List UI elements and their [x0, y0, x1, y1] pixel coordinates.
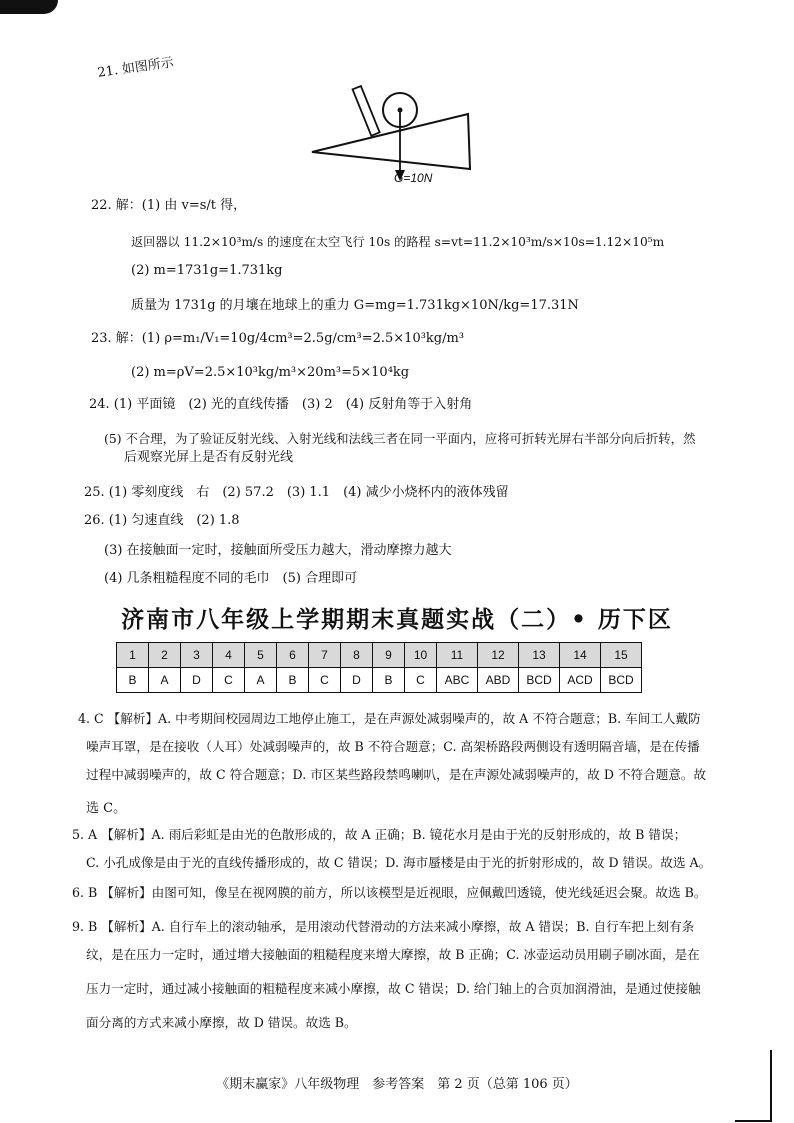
table-answer-cell: BCD [519, 668, 560, 693]
table-answer-cell: B [373, 668, 405, 693]
incline-wedge [312, 114, 470, 169]
q26-line-2: (3) 在接触面一定时，接触面所受压力越大，滑动摩擦力越大 [104, 543, 452, 558]
table-number-cell: 2 [149, 643, 181, 668]
q26-line-1: 26. (1) 匀速直线 (2) 1.8 [84, 513, 240, 528]
table-number-cell: 10 [405, 643, 437, 668]
table-number-cell: 14 [560, 643, 601, 668]
q24-line-1: 24. (1) 平面镜 (2) 光的直线传播 (3) 2 (4) 反射角等于入射角 [89, 397, 473, 412]
table-answer-cell: A [245, 668, 277, 693]
support-board [353, 86, 380, 136]
q9-line-1: 9. B 【解析】A. 自行车上的滚动轴承，是用滚动代替滑动的方法来减小摩擦，故 A 错误；B. 自行车把上刻有条 [72, 919, 695, 934]
q4-line-1: 4. C 【解析】A. 中考期间校园周边工地停止施工，是在声源处减弱噪声的，故 A 不符合题意；B. 车间工人戴防 [78, 711, 701, 726]
q25-line-1: 25. (1) 零刻度线 右 (2) 57.2 (3) 1.1 (4) 减少小烧杯内的液体残留 [84, 485, 509, 500]
q23-line-1: 23. 解：(1) ρ=m₁/V₁=10g/4cm³=2.5g/cm³=2.5×10³kg/m³ [91, 331, 465, 346]
q4-line-2: 噪声耳罩，是在接收（人耳）处减弱噪声的，故 B 不符合题意；C. 高架桥路段两侧设有透明隔音墙，是在传播 [86, 739, 700, 754]
table-answer-cell: B [277, 668, 309, 693]
section-title: 济南市八年级上学期期末真题实战（二）• 历下区 [121, 606, 673, 633]
q22-line-2: 返回器以 11.2×10³m/s 的速度在太空飞行 10s 的路程 s=vt=11.2×10³m/s×10s=1.12×10⁵m [131, 235, 665, 249]
q26-line-3: (4) 几条粗糙程度不同的毛巾 (5) 合理即可 [104, 571, 358, 586]
crop-mark-horizontal [735, 1120, 772, 1122]
table-number-cell: 1 [117, 643, 149, 668]
page-footer: 《期末赢家》八年级物理 参考答案 第 2 页（总第 106 页） [216, 1077, 578, 1092]
q5-line-1: 5. A 【解析】A. 雨后彩虹是由光的色散形成的，故 A 正确；B. 镜花水月是由于光的反射形成的，故 B 错误； [72, 827, 687, 842]
table-number-cell: 3 [181, 643, 213, 668]
table-number-cell: 8 [341, 643, 373, 668]
q9-line-4: 面分离的方式来减小摩擦，故 D 错误。故选 B。 [86, 1015, 357, 1030]
table-number-cell: 9 [373, 643, 405, 668]
q9-line-2: 纹，是在压力一定时，通过增大接触面的粗糙程度来增大摩擦，故 B 正确；C. 冰壶运动员用刷子刷冰面，是在 [86, 947, 700, 962]
q5-line-2: C. 小孔成像是由于光的直线传播形成的，故 C 错误；D. 海市蜃楼是由于光的折射形成的，故 D 错误。故选 A。 [86, 855, 712, 870]
table-number-cell: 13 [519, 643, 560, 668]
table-number-cell: 11 [437, 643, 478, 668]
q6-line-1: 6. B 【解析】由图可知，像呈在视网膜的前方，所以该模型是近视眼，应佩戴凹透镜，使光线延迟会聚。故选 B。 [72, 885, 707, 900]
table-answer-cell: D [341, 668, 373, 693]
table-answer-cell: C [309, 668, 341, 693]
table-number-cell: 7 [309, 643, 341, 668]
q22-line-4: 质量为 1731g 的月壤在地球上的重力 G=mg=1.731kg×10N/kg=17.31N [131, 298, 579, 313]
force-label: G=10N [394, 171, 433, 185]
q22-line-1: 22. 解：(1) 由 v=s/t 得， [91, 198, 247, 213]
table-answer-cell: ACD [560, 668, 601, 693]
answer-table-answer-row [117, 668, 642, 693]
table-answer-cell: B [117, 668, 149, 693]
q22-line-3: (2) m=1731g=1.731kg [131, 263, 283, 278]
table-answer-cell: C [213, 668, 245, 693]
q21-label: 21. 如图所示 [96, 55, 175, 81]
table-answer-cell: BCD [601, 668, 642, 693]
table-answer-cell: A [149, 668, 181, 693]
table-number-cell: 6 [277, 643, 309, 668]
table-answer-cell: ABC [437, 668, 478, 693]
answer-table-number-row [117, 643, 642, 668]
q4-line-3: 过程中减弱噪声的，故 C 符合题意；D. 市区某些路段禁鸣喇叭，是在声源处减弱噪声的，故 D 不符合题意。故 [86, 767, 707, 782]
table-number-cell: 15 [601, 643, 642, 668]
table-number-cell: 12 [478, 643, 519, 668]
answer-table [116, 642, 642, 693]
q23-line-2: (2) m=ρV=2.5×10³kg/m³×20m³=5×10⁴kg [131, 365, 410, 380]
table-number-cell: 5 [245, 643, 277, 668]
table-number-cell: 4 [213, 643, 245, 668]
crop-mark-vertical [770, 1050, 772, 1122]
table-answer-cell: C [405, 668, 437, 693]
q24-line-2: (5) 不合理，为了验证反射光线、入射光线和法线三者在同一平面内，应将可折转光屏右半部分向后折转，然 [104, 431, 696, 446]
table-answer-cell: D [181, 668, 213, 693]
table-answer-cell: ABD [478, 668, 519, 693]
q4-line-4: 选 C。 [86, 801, 127, 816]
q9-line-3: 压力一定时，通过减小接触面的粗糙程度来减小摩擦，故 C 错误；D. 给门轴上的合页加润滑油，是通过使接触 [86, 981, 701, 996]
scan-corner-mark [0, 0, 58, 14]
q24-line-3: 后观察光屏上是否有反射光线 [124, 450, 294, 465]
